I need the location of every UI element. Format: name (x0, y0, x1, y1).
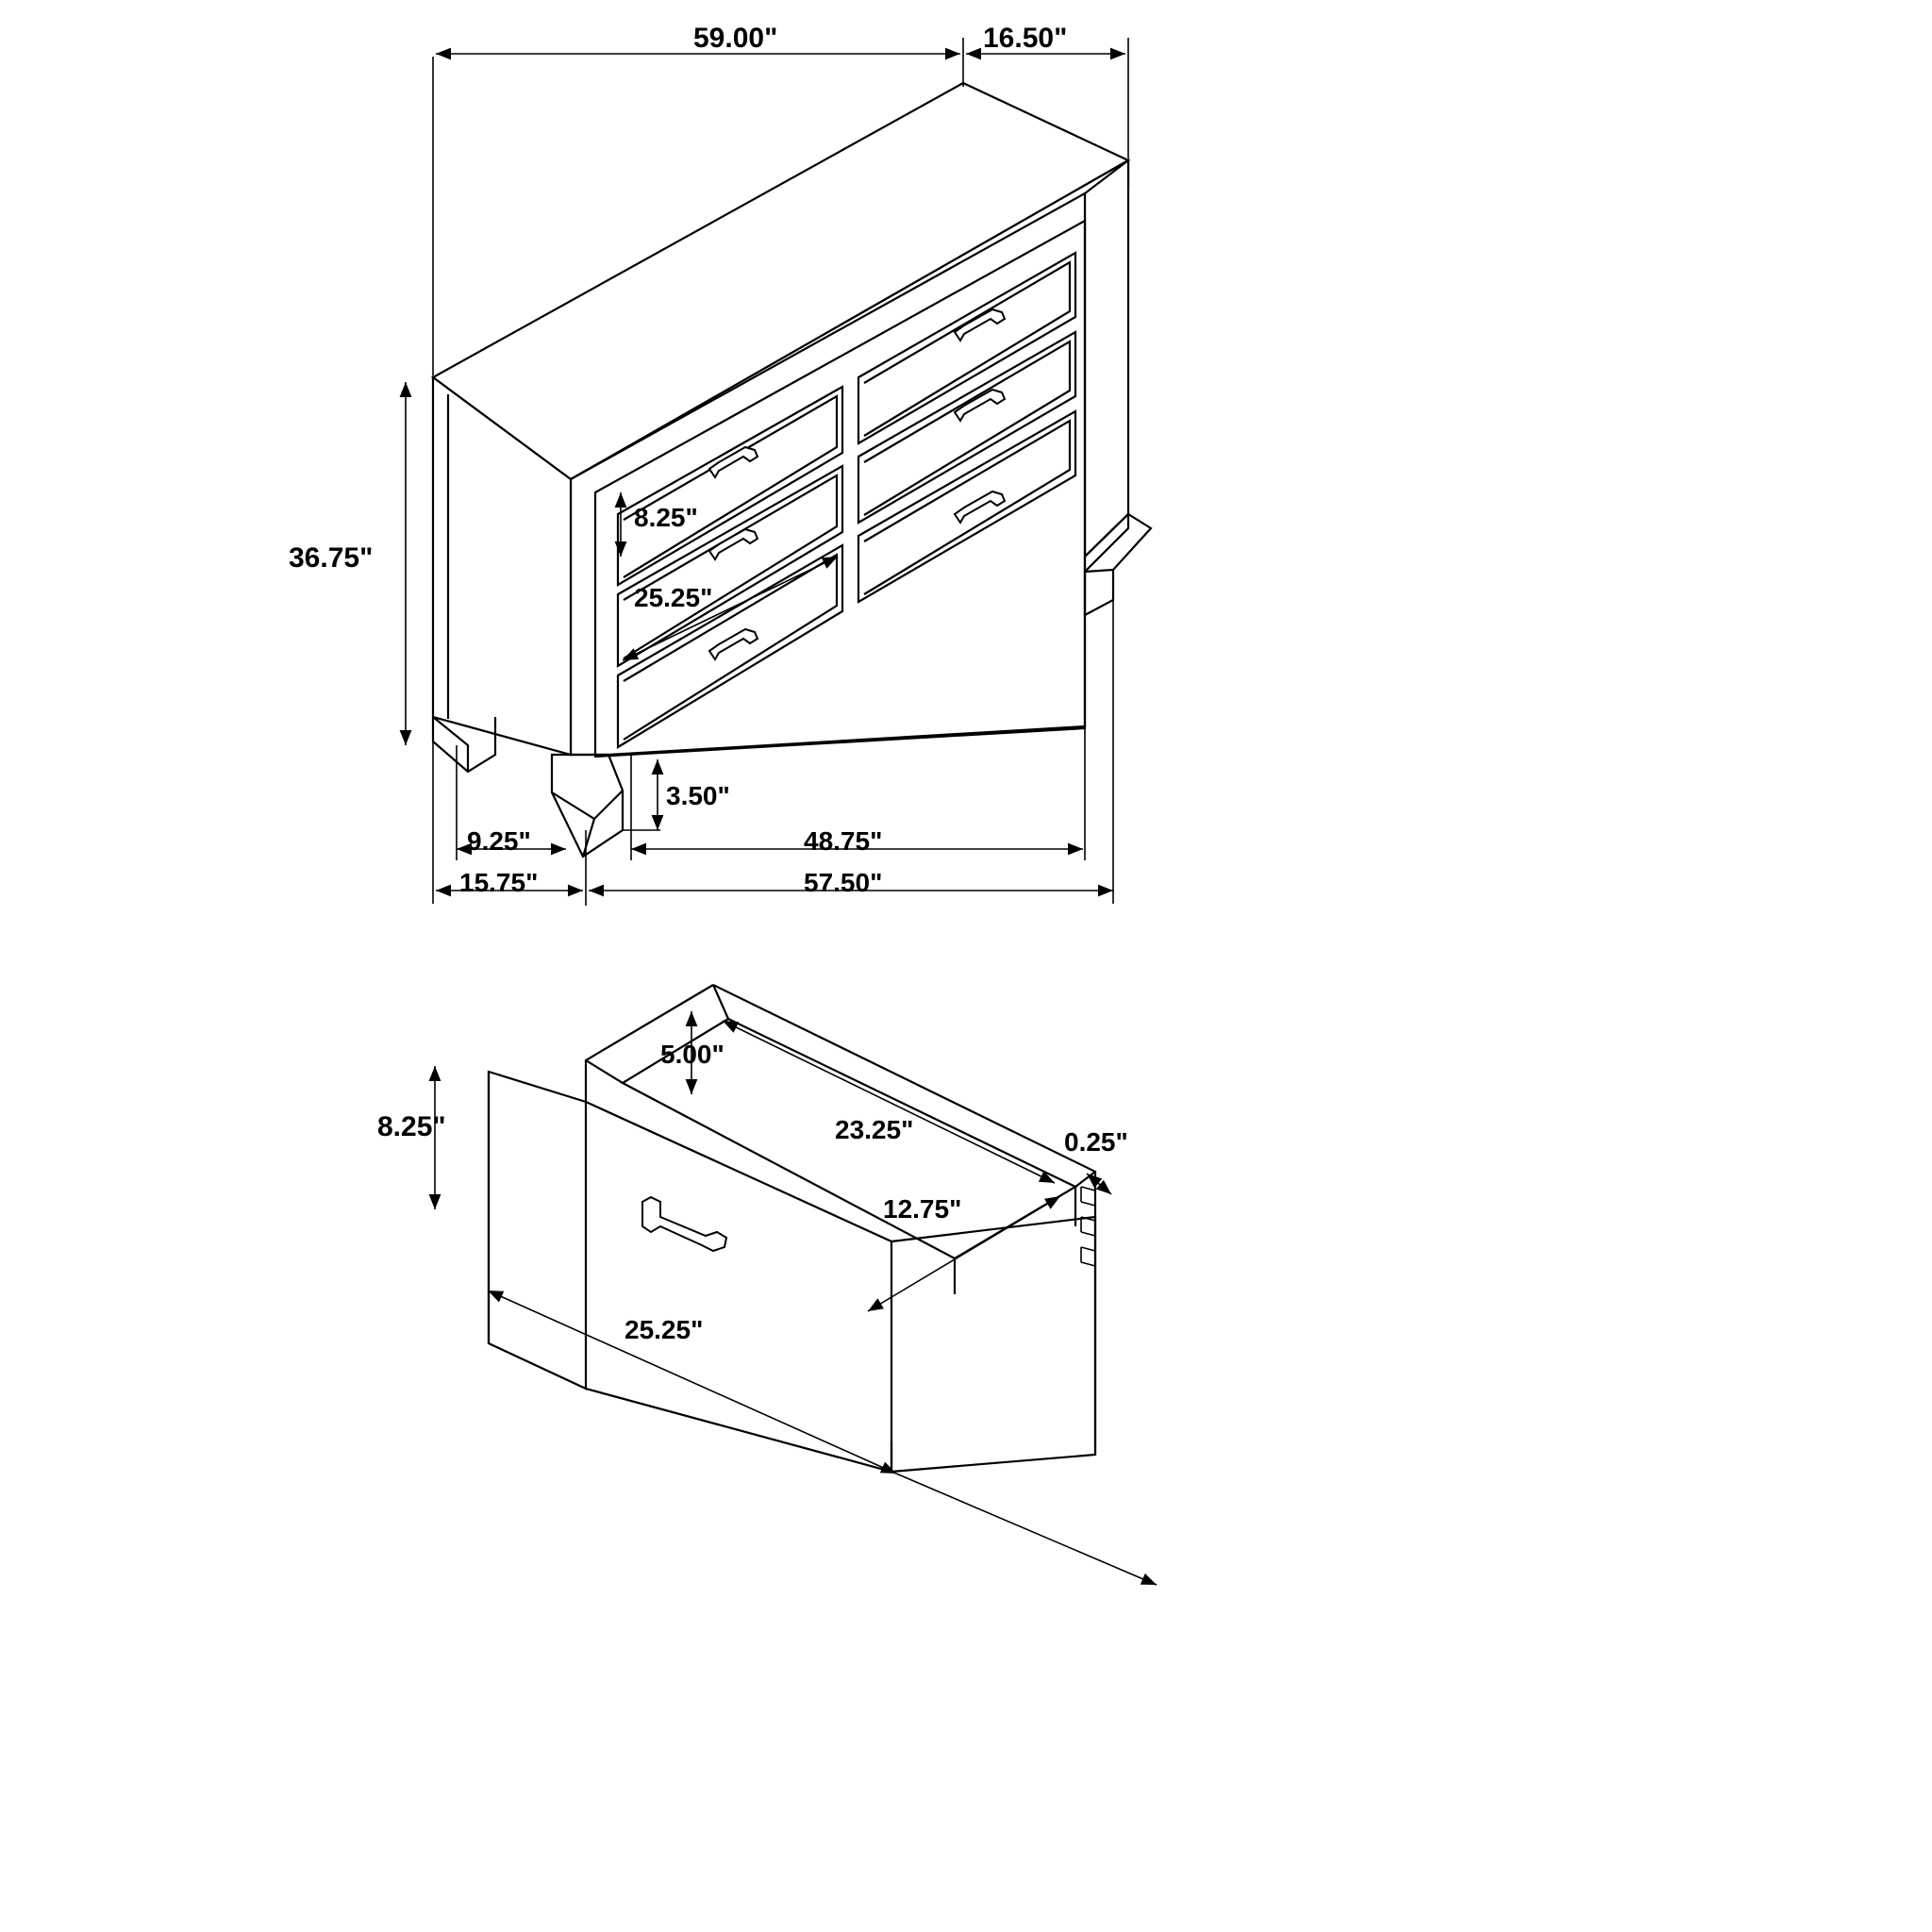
drawer-dimension-lines (435, 1011, 1157, 1585)
dresser-body (433, 83, 1151, 857)
dim-leg-span: 48.75" (804, 826, 883, 856)
dim-base-width: 57.50" (804, 868, 883, 897)
dim-top-width: 59.00" (693, 23, 778, 54)
dim-drawer-interior-width: 23.25" (835, 1115, 914, 1144)
dim-drawer-front-width: 25.25" (625, 1315, 704, 1344)
dim-drawer-side-height: 8.25" (377, 1111, 446, 1142)
dim-drawer-face-height: 8.25" (634, 503, 698, 532)
dim-drawer-face-width: 25.25" (634, 583, 713, 612)
dim-top-depth: 16.50" (983, 23, 1068, 54)
dim-leg-height: 3.50" (666, 781, 730, 810)
drawer-detail-body (489, 985, 1095, 1472)
dim-overall-height: 36.75" (289, 542, 374, 574)
dim-drawer-interior-depth: 5.00" (660, 1040, 724, 1069)
dim-drawer-wall-thickness: 0.25" (1064, 1127, 1128, 1157)
dim-drawer-interior-side: 12.75" (883, 1194, 962, 1224)
dim-base-depth: 15.75" (459, 868, 539, 897)
dim-leg-inset: 9.25" (467, 826, 531, 856)
